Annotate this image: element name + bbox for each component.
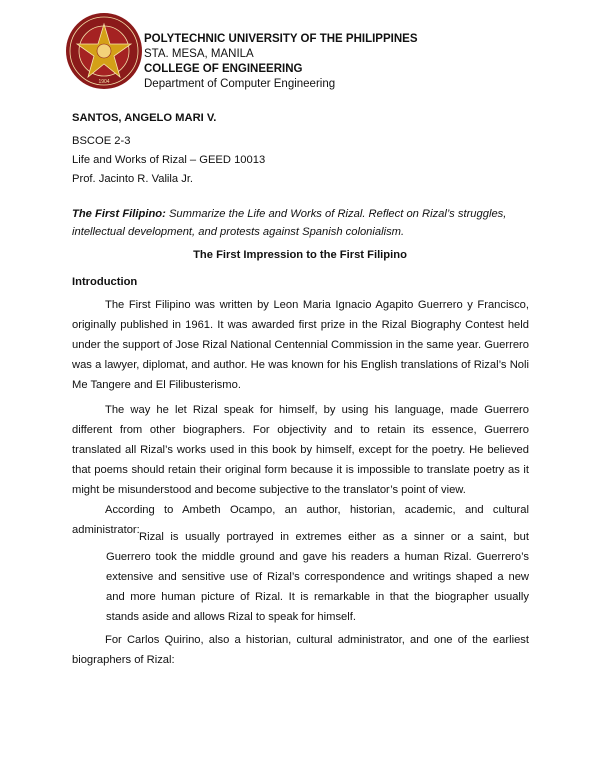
author-name: SANTOS, ANGELO MARI V.	[72, 112, 217, 124]
prompt-label: The First Filipino:	[72, 208, 166, 220]
document-title: The First Impression to the First Filipino	[193, 249, 407, 261]
university-seal-icon	[65, 12, 143, 90]
professor-name: Prof. Jacinto R. Valila Jr.	[72, 173, 194, 185]
course-name: Life and Works of Rizal – GEED 10013	[72, 154, 266, 166]
paragraph-3: According to Ambeth Ocampo, an author, historian, academic, and cultural administrator:	[72, 504, 529, 536]
paragraph-1: The First Filipino was written by Leon Maria Ignacio Agapito Guerrero y Francisco, originally published in 1961. It was awarded first prize in the Rizal Biography Contest held under the support of Jose Rizal National Centennial Commission in the same year. Guerrero was a lawyer, diplomat, and author. He was known for his English translations of Rizal’s Noli Me Tangere and El Filibusterismo.	[72, 299, 529, 391]
section-heading: Introduction	[72, 276, 138, 288]
assignment-prompt	[72, 205, 532, 241]
paragraph-2: The way he let Rizal speak for himself, by using his language, made Guerrero different from other biographers. For objectivity and to retain its essence, Guerrero translated all Rizal’s works used in this book by himself, except for the poetry. He believed that poems should retain their original form because it is impossible to translate poetry as it might be misunderstood and become subjective to the translator’s point of view.	[72, 404, 529, 496]
block-quote: Rizal is usually portrayed in extremes either as a sinner or a saint, but Guerrero took the middle ground and gave his readers a human Rizal. Guerrero’s extensive and sensitive use of Rizal’s correspondence and writings shaped a new and more human picture of Rizal. It is remarkable in that the biographer usually stands aside and allows Rizal to speak for himself.	[106, 531, 529, 623]
college-name: COLLEGE OF ENGINEERING	[144, 63, 303, 75]
university-name: POLYTECHNIC UNIVERSITY OF THE PHILIPPINES	[144, 33, 418, 45]
university-location: STA. MESA, MANILA	[144, 48, 254, 60]
department-name: Department of Computer Engineering	[144, 78, 336, 90]
prompt-text: Summarize the Life and Works of Rizal. Reflect on Rizal’s struggles, intellectual development, and protests against Spanish colonialism.	[72, 208, 507, 238]
closing-paragraph: For Carlos Quirino, also a historian, cultural administrator, and one of the earliest biographers of Rizal:	[72, 634, 529, 666]
seal-year: 1904	[98, 79, 110, 85]
author-section: BSCOE 2-3	[72, 135, 131, 147]
author-info	[72, 112, 265, 189]
letterhead	[144, 32, 418, 92]
